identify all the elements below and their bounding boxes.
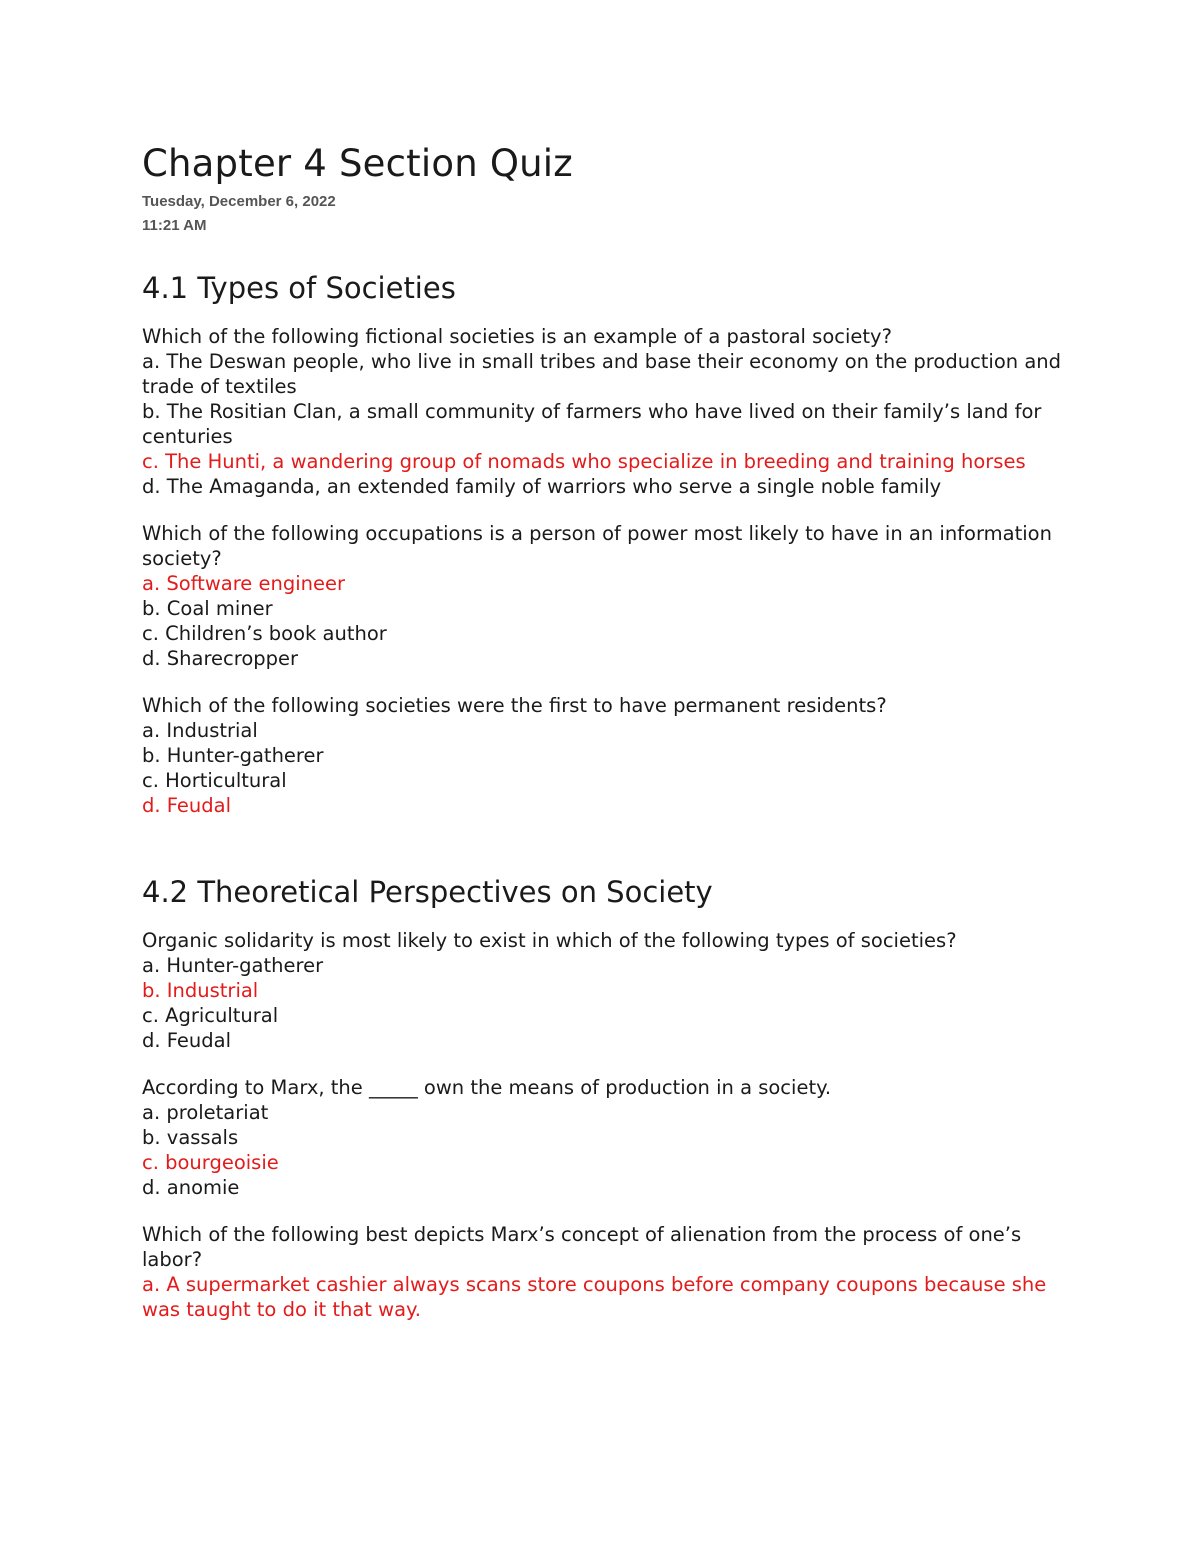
question-text: Which of the following societies were the first to have permanent residents? <box>142 694 887 717</box>
question-block <box>142 1222 1072 1322</box>
document-page <box>142 140 1072 1322</box>
answer-option: a. Industrial <box>142 719 258 742</box>
answer-option: a. proletariat <box>142 1101 269 1124</box>
section-heading: 4.2 Theoretical Perspectives on Society <box>142 875 713 909</box>
page-title: Chapter 4 Section Quiz <box>142 142 573 185</box>
answer-option: c. Agricultural <box>142 1004 279 1027</box>
answer-option: a. Hunter-gatherer <box>142 954 324 977</box>
correct-answer-option: b. Industrial <box>142 979 259 1002</box>
answer-option: d. Feudal <box>142 1029 232 1052</box>
answer-option: d. anomie <box>142 1176 240 1199</box>
note-date: Tuesday, December 6, 2022 <box>142 193 336 210</box>
correct-answer-option: a. Software engineer <box>142 572 346 595</box>
question-block <box>142 1075 1072 1200</box>
correct-answer-option: d. Feudal <box>142 794 232 817</box>
note-time: 11:21 AM <box>142 217 207 234</box>
question-block <box>142 324 1072 499</box>
question-text: Which of the following best depicts Marx’s concept of alienation from the process of one’s labor? <box>142 1223 1022 1271</box>
section-heading: 4.1 Types of Societies <box>142 271 456 305</box>
correct-answer-option: c. bourgeoisie <box>142 1151 279 1174</box>
question-block <box>142 521 1072 671</box>
correct-answer-option: c. The Hunti, a wandering group of nomads who specialize in breeding and training horses <box>142 450 1026 473</box>
answer-option: d. Sharecropper <box>142 647 299 670</box>
answer-option: d. The Amaganda, an extended family of warriors who serve a single noble family <box>142 475 942 498</box>
answer-option: b. vassals <box>142 1126 239 1149</box>
question-text: According to Marx, the _____ own the means of production in a society. <box>142 1076 832 1099</box>
question-block <box>142 928 1072 1053</box>
correct-answer-option: a. A supermarket cashier always scans store coupons before company coupons because she was taught to do it that way. <box>142 1273 1047 1321</box>
answer-option: b. Coal miner <box>142 597 273 620</box>
answer-option: b. Hunter-gatherer <box>142 744 324 767</box>
answer-option: b. The Rositian Clan, a small community of farmers who have lived on their family’s land for centuries <box>142 400 1042 448</box>
question-text: Which of the following occupations is a person of power most likely to have in an information society? <box>142 522 1052 570</box>
question-text: Which of the following fictional societies is an example of a pastoral society? <box>142 325 892 348</box>
question-text: Organic solidarity is most likely to exist in which of the following types of societies? <box>142 929 957 952</box>
question-block <box>142 693 1072 818</box>
answer-option: c. Horticultural <box>142 769 287 792</box>
answer-option: a. The Deswan people, who live in small tribes and base their economy on the production and trade of textiles <box>142 350 1062 398</box>
answer-option: c. Children’s book author <box>142 622 387 645</box>
